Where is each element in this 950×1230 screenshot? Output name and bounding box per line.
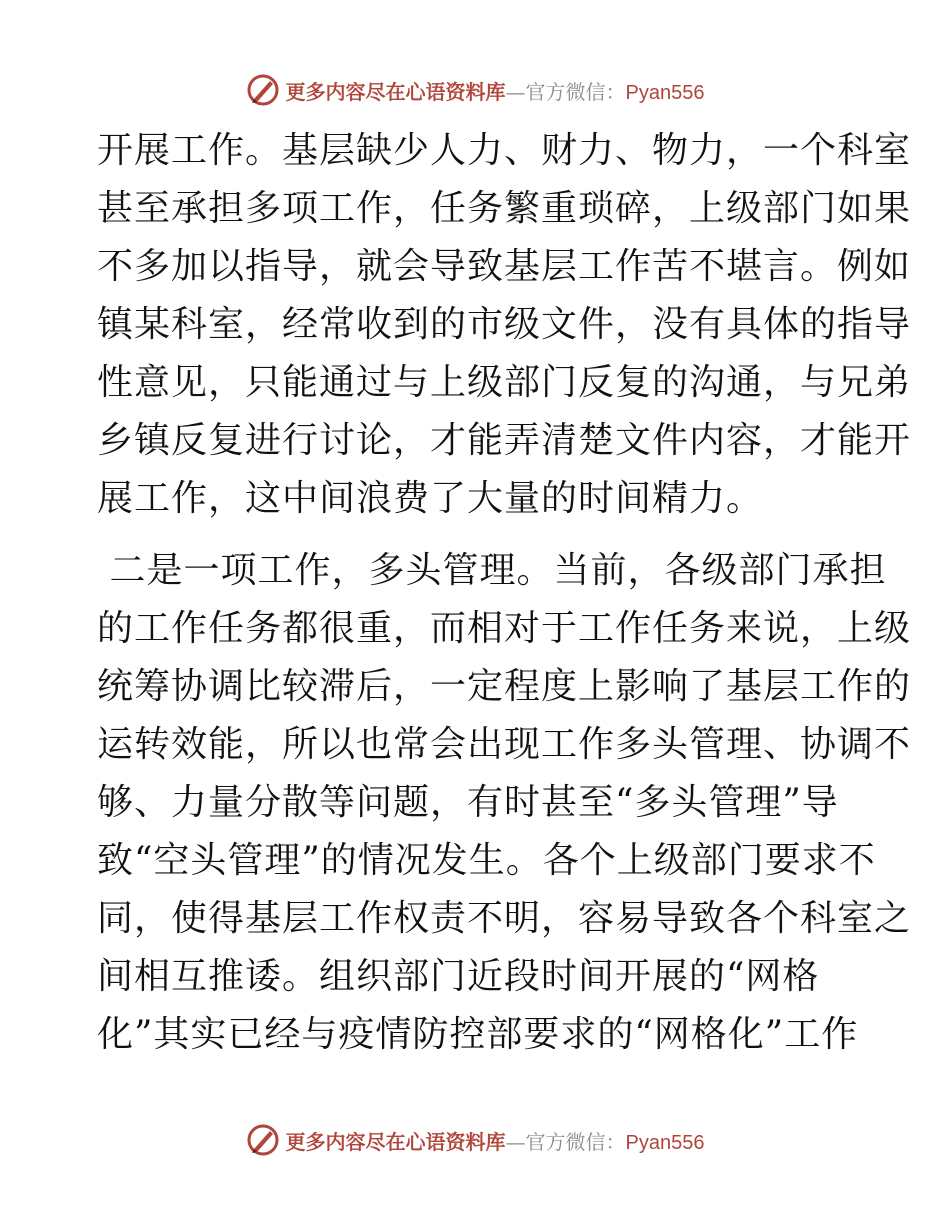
text-line: 展工作，这中间浪费了大量的时间精力。 bbox=[97, 478, 764, 519]
document-body bbox=[97, 122, 912, 1064]
pen-logo-icon bbox=[246, 1123, 280, 1157]
text-line: 乡镇反复进行讨论，才能弄清楚文件内容，才能开 bbox=[97, 420, 912, 461]
header-wechat-id: Pyan556 bbox=[625, 81, 705, 104]
text-line: 的工作任务都很重，而相对于工作任务来说，上级 bbox=[97, 608, 912, 649]
footer-wechat-label: 官方微信： bbox=[525, 1129, 626, 1154]
header-wechat-label: 官方微信： bbox=[525, 79, 626, 104]
pen-logo-icon bbox=[246, 73, 280, 107]
footer-banner bbox=[0, 1120, 950, 1160]
text-line: 统筹协调比较滞后，一定程度上影响了基层工作的 bbox=[97, 666, 912, 707]
header-dash: — bbox=[505, 79, 526, 104]
text-line: 甚至承担多项工作，任务繁重琐碎，上级部门如果 bbox=[97, 188, 912, 229]
text-line: 间相互推诿。组织部门近段时间开展的“网格 bbox=[97, 956, 820, 997]
text-line: 镇某科室，经常收到的市级文件，没有具体的指导 bbox=[97, 304, 912, 345]
text-line: 同，使得基层工作权责不明，容易导致各个科室之 bbox=[97, 898, 912, 939]
text-line: 开展工作。基层缺少人力、财力、物力，一个科室 bbox=[97, 130, 912, 171]
footer-banner-text bbox=[286, 1126, 705, 1155]
footer-slogan: 更多内容尽在心语资料库 bbox=[285, 1129, 506, 1154]
text-line: 化”其实已经与疫情防控部要求的“网格化”工作 bbox=[97, 1014, 859, 1055]
text-line: 二是一项工作，多头管理。当前，各级部门承担 bbox=[97, 550, 887, 591]
text-line: 致“空头管理”的情况发生。各个上级部门要求不 bbox=[97, 840, 876, 881]
text-line: 够、力量分散等问题，有时甚至“多头管理”导 bbox=[97, 782, 839, 823]
header-banner-text bbox=[286, 76, 705, 105]
footer-wechat-id: Pyan556 bbox=[625, 1131, 705, 1154]
text-line: 运转效能，所以也常会出现工作多头管理、协调不 bbox=[97, 724, 912, 765]
text-line: 不多加以指导，就会导致基层工作苦不堪言。例如 bbox=[97, 246, 912, 287]
footer-dash: — bbox=[505, 1129, 526, 1154]
header-banner bbox=[0, 70, 950, 110]
header-slogan: 更多内容尽在心语资料库 bbox=[285, 79, 506, 104]
paragraph-gap bbox=[97, 528, 857, 542]
text-line: 性意见，只能通过与上级部门反复的沟通，与兄弟 bbox=[97, 362, 912, 403]
